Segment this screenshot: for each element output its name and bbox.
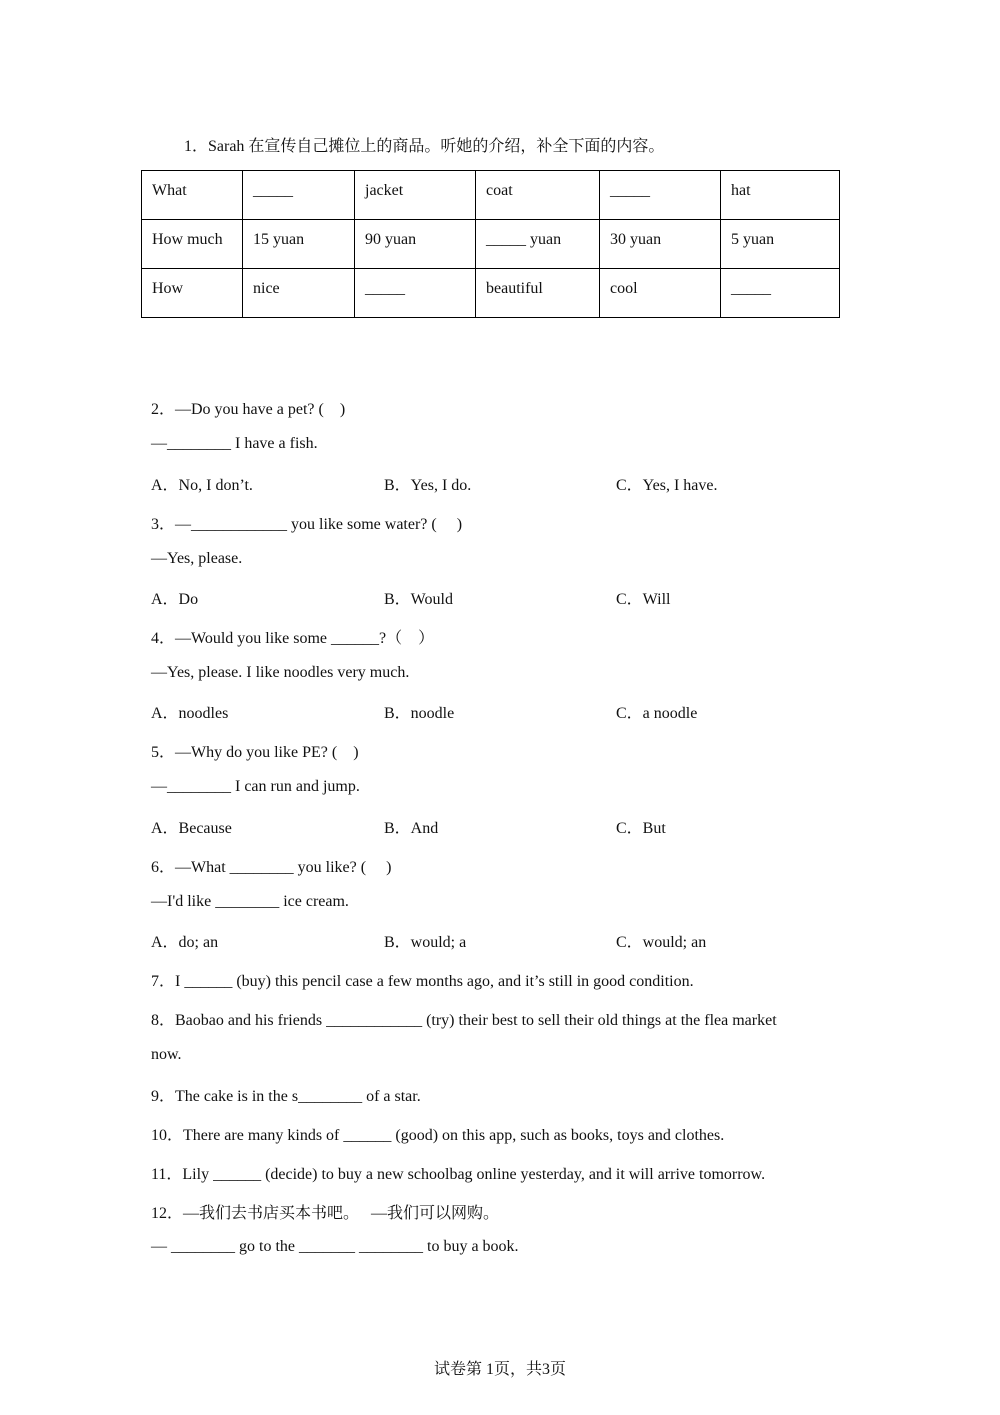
- table-cell: cool: [600, 269, 721, 318]
- question-2-stem: 2．—Do you have a pet? ( ): [151, 401, 346, 418]
- table-row: [142, 220, 840, 269]
- table-cell: What: [142, 171, 243, 220]
- question-1-table: [141, 170, 840, 318]
- question-4-reply: —Yes, please. I like noodles very much.: [151, 664, 410, 681]
- question-8-line-2: now.: [151, 1046, 182, 1063]
- table-cell: How: [142, 269, 243, 318]
- question-5-stem: 5．—Why do you like PE? ( ): [151, 744, 359, 761]
- question-5-reply: —________ I can run and jump.: [151, 778, 360, 795]
- question-4-stem: 4．—Would you like some ______?（ ）: [151, 630, 435, 647]
- question-5-option-b: B．And: [384, 820, 439, 837]
- question-1-title: 1．Sarah 在宣传自己摊位上的商品。听她的介绍，补全下面的内容。: [184, 138, 665, 155]
- table-cell: _____: [355, 269, 476, 318]
- question-9: 9．The cake is in the s________ of a star.: [151, 1088, 421, 1105]
- question-3-option-b: B．Would: [384, 591, 453, 608]
- question-3-option-c: C．Will: [616, 591, 671, 608]
- question-8-line-1: 8．Baobao and his friends ____________ (try) their best to sell their old things at the flea market: [151, 1012, 777, 1029]
- question-12-line-2: — ________ go to the _______ ________ to buy a book.: [151, 1238, 519, 1255]
- page-footer: 试卷第 1页，共3页: [433, 1361, 566, 1378]
- table-cell: 90 yuan: [355, 220, 476, 269]
- question-4-option-a: A．noodles: [151, 705, 229, 722]
- question-3-option-a: A．Do: [151, 591, 199, 608]
- question-6-option-b: B．would; a: [384, 934, 467, 951]
- question-10: 10．There are many kinds of ______ (good) on this app, such as books, toys and clothes.: [151, 1127, 725, 1144]
- question-2-reply: —________ I have a fish.: [151, 435, 318, 452]
- question-4-option-b: B．noodle: [384, 705, 455, 722]
- question-7: 7．I ______ (buy) this pencil case a few months ago, and it’s still in good condition.: [151, 973, 694, 990]
- question-4-option-c: C．a noodle: [616, 705, 698, 722]
- table-cell: How much: [142, 220, 243, 269]
- question-5-option-c: C．But: [616, 820, 666, 837]
- table-cell: 15 yuan: [243, 220, 355, 269]
- table-cell: nice: [243, 269, 355, 318]
- table-cell: 30 yuan: [600, 220, 721, 269]
- question-6-stem: 6．—What ________ you like? ( ): [151, 859, 392, 876]
- question-2-option-b: B．Yes, I do.: [384, 477, 472, 494]
- table-cell: _____: [600, 171, 721, 220]
- table-cell: _____: [243, 171, 355, 220]
- table-cell: 5 yuan: [721, 220, 840, 269]
- question-12-line-1: 12．—我们去书店买本书吧。 —我们可以网购。: [151, 1205, 500, 1222]
- question-2-option-c: C．Yes, I have.: [616, 477, 718, 494]
- question-3-reply: —Yes, please.: [151, 550, 243, 567]
- table-cell: beautiful: [476, 269, 600, 318]
- table-cell: coat: [476, 171, 600, 220]
- table-row: [142, 171, 840, 220]
- question-6-option-c: C．would; an: [616, 934, 707, 951]
- question-2-option-a: A．No, I don’t.: [151, 477, 253, 494]
- table-cell: jacket: [355, 171, 476, 220]
- table-cell: _____: [721, 269, 840, 318]
- question-5-option-a: A．Because: [151, 820, 232, 837]
- question-6-option-a: A．do; an: [151, 934, 219, 951]
- table-cell: _____ yuan: [476, 220, 600, 269]
- question-3-stem: 3．—____________ you like some water? ( ): [151, 516, 463, 533]
- table-row: [142, 269, 840, 318]
- question-6-reply: —I'd like ________ ice cream.: [151, 893, 349, 910]
- table-cell: hat: [721, 171, 840, 220]
- question-11: 11．Lily ______ (decide) to buy a new schoolbag online yesterday, and it will arrive tomorrow.: [151, 1166, 766, 1183]
